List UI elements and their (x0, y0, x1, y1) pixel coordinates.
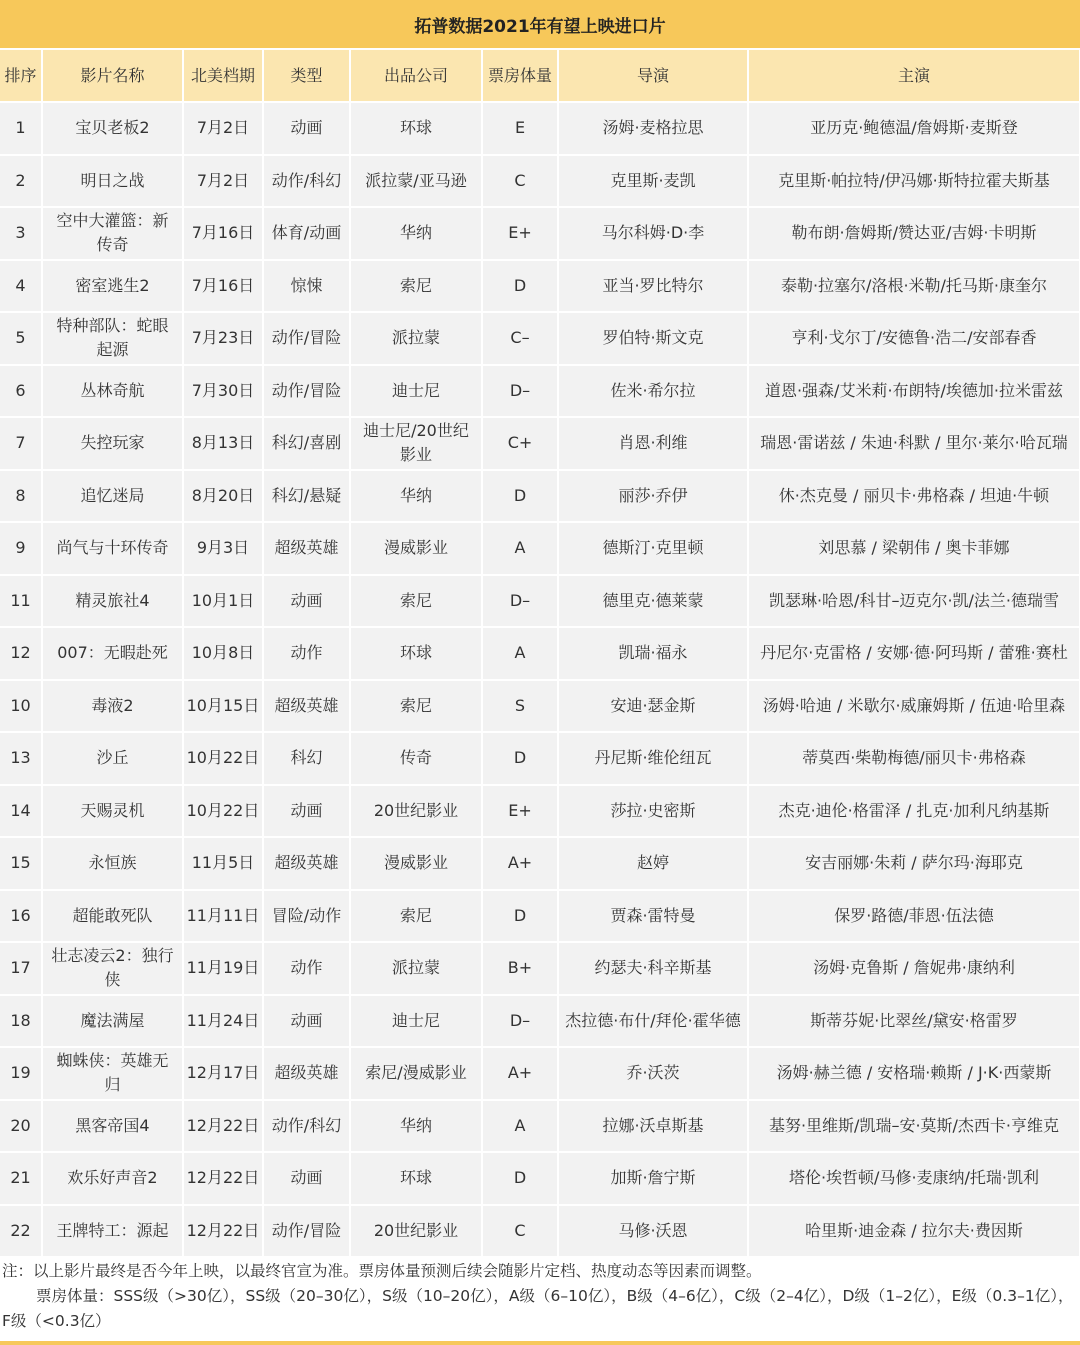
cell-company: 迪士尼 (350, 365, 482, 418)
film-table (0, 50, 1080, 1258)
cell-box-office-grade: D (482, 732, 558, 785)
cast-text: 斯蒂芬妮·比翠丝/黛安·格雷罗 (810, 1010, 1018, 1030)
cell-company: 迪士尼/20世纪影业 (350, 417, 482, 470)
table-body (0, 102, 1080, 1257)
cell-rank: 14 (0, 785, 42, 838)
cast-text: 保罗·路德/菲恩·伍法德 (834, 905, 994, 925)
header-cast: 主演 (748, 50, 1080, 102)
cell-director: 亚当·罗比特尔 (558, 260, 748, 313)
header-name: 影片名称 (42, 50, 183, 102)
cell-cast (748, 155, 1080, 208)
cell-company: 索尼 (350, 260, 482, 313)
cell-company: 索尼 (350, 890, 482, 943)
cast-text: 塔伦·埃哲顿/马修·麦康纳/托瑞·凯利 (788, 1168, 1040, 1188)
cell-release-date: 12月22日 (183, 1100, 263, 1153)
cell-cast (748, 575, 1080, 628)
cell-cast (748, 680, 1080, 733)
table-row (0, 680, 1080, 733)
cell-release-date: 11月19日 (183, 942, 263, 995)
cell-director: 凯瑞·福永 (558, 627, 748, 680)
cell-director: 汤姆·麦格拉思 (558, 102, 748, 155)
cell-director: 杰拉德·布什/拜伦·霍华德 (558, 995, 748, 1048)
cell-genre: 动作/冒险 (263, 312, 350, 365)
cell-box-office-grade: B+ (482, 942, 558, 995)
cell-company: 迪士尼 (350, 995, 482, 1048)
cell-company: 派拉蒙 (350, 942, 482, 995)
cell-box-office-grade: C (482, 1205, 558, 1258)
header-rank: 排序 (0, 50, 42, 102)
cell-box-office-grade: D (482, 1152, 558, 1205)
cell-box-office-grade: S (482, 680, 558, 733)
cell-director: 丹尼斯·维伦纽瓦 (558, 732, 748, 785)
cell-release-date: 12月17日 (183, 1047, 263, 1100)
cast-text: 泰勒·拉塞尔/洛根·米勒/托马斯·康奎尔 (780, 275, 1048, 295)
cell-film-name: 壮志凌云2：独行侠 (42, 942, 183, 995)
cell-box-office-grade: E (482, 102, 558, 155)
cell-cast (748, 1205, 1080, 1258)
cell-release-date: 7月23日 (183, 312, 263, 365)
cell-rank: 9 (0, 522, 42, 575)
cell-director: 贾森·雷特曼 (558, 890, 748, 943)
cell-rank: 16 (0, 890, 42, 943)
cell-director: 克里斯·麦凯 (558, 155, 748, 208)
cell-company: 环球 (350, 627, 482, 680)
cell-rank: 7 (0, 417, 42, 470)
table-row (0, 260, 1080, 313)
cell-genre: 超级英雄 (263, 522, 350, 575)
cell-cast (748, 1152, 1080, 1205)
cell-box-office-grade: A (482, 627, 558, 680)
cell-film-name: 王牌特工：源起 (42, 1205, 183, 1258)
cell-box-office-grade: C– (482, 312, 558, 365)
cell-film-name: 追忆迷局 (42, 470, 183, 523)
cell-director: 德斯汀·克里顿 (558, 522, 748, 575)
cell-rank: 18 (0, 995, 42, 1048)
cell-release-date: 7月30日 (183, 365, 263, 418)
cell-company: 派拉蒙 (350, 312, 482, 365)
cell-release-date: 10月15日 (183, 680, 263, 733)
cell-genre: 动作/冒险 (263, 365, 350, 418)
header-company: 出品公司 (350, 50, 482, 102)
cell-release-date: 7月2日 (183, 155, 263, 208)
cell-film-name: 密室逃生2 (42, 260, 183, 313)
cell-rank: 17 (0, 942, 42, 995)
cell-director: 肖恩·利维 (558, 417, 748, 470)
cell-director: 马修·沃恩 (558, 1205, 748, 1258)
header-row (0, 50, 1080, 102)
cell-film-name: 蜘蛛侠：英雄无归 (42, 1047, 183, 1100)
cast-text: 刘思慕 / 梁朝伟 / 奥卡菲娜 (818, 538, 1010, 558)
cell-company: 漫威影业 (350, 522, 482, 575)
cell-genre: 动作 (263, 627, 350, 680)
cell-box-office-grade: D (482, 890, 558, 943)
cell-rank: 4 (0, 260, 42, 313)
cell-film-name: 永恒族 (42, 837, 183, 890)
cast-text: 丹尼尔·克雷格 / 安娜·德·阿玛斯 / 蕾雅·赛杜 (760, 643, 1068, 663)
cell-genre: 动画 (263, 102, 350, 155)
cell-cast (748, 260, 1080, 313)
cell-cast (748, 627, 1080, 680)
table-row (0, 575, 1080, 628)
cell-box-office-grade: D– (482, 995, 558, 1048)
cell-box-office-grade: E+ (482, 785, 558, 838)
cell-genre: 体育/动画 (263, 207, 350, 260)
cell-film-name: 宝贝老板2 (42, 102, 183, 155)
table-row (0, 207, 1080, 260)
cell-rank: 5 (0, 312, 42, 365)
table-row (0, 1152, 1080, 1205)
table-row (0, 365, 1080, 418)
cell-director: 加斯·詹宁斯 (558, 1152, 748, 1205)
cell-company: 索尼/漫威影业 (350, 1047, 482, 1100)
cell-genre: 超级英雄 (263, 1047, 350, 1100)
table-row (0, 102, 1080, 155)
cell-genre: 动画 (263, 1152, 350, 1205)
cell-genre: 动画 (263, 785, 350, 838)
cast-text: 亚历克·鲍德温/詹姆斯·麦斯登 (810, 118, 1018, 138)
cell-release-date: 10月8日 (183, 627, 263, 680)
cell-film-name: 失控玩家 (42, 417, 183, 470)
cell-rank: 20 (0, 1100, 42, 1153)
table-row (0, 890, 1080, 943)
cell-cast (748, 312, 1080, 365)
table-title: 拓普数据2021年有望上映进口片 (0, 0, 1080, 50)
cell-release-date: 7月2日 (183, 102, 263, 155)
cell-cast (748, 522, 1080, 575)
cell-box-office-grade: A (482, 1100, 558, 1153)
cell-company: 环球 (350, 1152, 482, 1205)
cell-release-date: 12月22日 (183, 1152, 263, 1205)
cell-release-date: 10月22日 (183, 785, 263, 838)
table-row (0, 942, 1080, 995)
cell-genre: 科幻 (263, 732, 350, 785)
cast-text: 凯瑟琳·哈恩/科甘–迈克尔·凯/法兰·德瑞雪 (768, 590, 1060, 610)
cell-cast (748, 470, 1080, 523)
cast-text: 基努·里维斯/凯瑞–安·莫斯/杰西卡·亨维克 (768, 1115, 1060, 1135)
cast-text: 蒂莫西·柴勒梅德/丽贝卡·弗格森 (802, 748, 1026, 768)
cell-rank: 12 (0, 627, 42, 680)
cell-genre: 超级英雄 (263, 680, 350, 733)
cell-genre: 超级英雄 (263, 837, 350, 890)
table-row (0, 522, 1080, 575)
cell-release-date: 11月24日 (183, 995, 263, 1048)
cell-cast (748, 207, 1080, 260)
table-row (0, 312, 1080, 365)
cell-release-date: 10月22日 (183, 732, 263, 785)
cell-film-name: 欢乐好声音2 (42, 1152, 183, 1205)
cell-rank: 6 (0, 365, 42, 418)
cell-genre: 动画 (263, 995, 350, 1048)
cell-director: 罗伯特·斯文克 (558, 312, 748, 365)
cell-genre: 科幻/悬疑 (263, 470, 350, 523)
cell-box-office-grade: D (482, 470, 558, 523)
cell-genre: 惊悚 (263, 260, 350, 313)
cell-film-name: 超能敢死队 (42, 890, 183, 943)
cell-director: 德里克·德莱蒙 (558, 575, 748, 628)
cast-text: 哈里斯·迪金森 / 拉尔夫·费因斯 (805, 1220, 1023, 1240)
cast-text: 瑞恩·雷诺兹 / 朱迪·科默 / 里尔·莱尔·哈瓦瑞 (760, 433, 1068, 453)
cell-film-name: 尚气与十环传奇 (42, 522, 183, 575)
cell-company: 索尼 (350, 575, 482, 628)
cell-box-office-grade: D– (482, 575, 558, 628)
cell-director: 约瑟夫·科辛斯基 (558, 942, 748, 995)
cell-cast (748, 102, 1080, 155)
cell-box-office-grade: A+ (482, 1047, 558, 1100)
cell-company: 派拉蒙/亚马逊 (350, 155, 482, 208)
cell-box-office-grade: D (482, 260, 558, 313)
cast-text: 安吉丽娜·朱莉 / 萨尔玛·海耶克 (805, 853, 1023, 873)
cell-cast (748, 417, 1080, 470)
table-row (0, 837, 1080, 890)
cast-text: 道恩·强森/艾米莉·布朗特/埃德加·拉米雷兹 (764, 380, 1064, 400)
cell-director: 马尔科姆·D·李 (558, 207, 748, 260)
cell-cast (748, 942, 1080, 995)
cell-film-name: 特种部队：蛇眼起源 (42, 312, 183, 365)
cast-text: 勒布朗·詹姆斯/赞达亚/吉姆·卡明斯 (791, 223, 1037, 243)
cell-director: 丽莎·乔伊 (558, 470, 748, 523)
cell-film-name: 沙丘 (42, 732, 183, 785)
cell-company: 20世纪影业 (350, 1205, 482, 1258)
cell-rank: 10 (0, 680, 42, 733)
cast-text: 汤姆·哈迪 / 米歇尔·威廉姆斯 / 伍迪·哈里森 (762, 695, 1066, 715)
cell-film-name: 毒液2 (42, 680, 183, 733)
cell-rank: 15 (0, 837, 42, 890)
cell-box-office-grade: A+ (482, 837, 558, 890)
cell-director: 拉娜·沃卓斯基 (558, 1100, 748, 1153)
cell-release-date: 11月5日 (183, 837, 263, 890)
cell-cast (748, 837, 1080, 890)
cast-text: 杰克·迪伦·格雷泽 / 扎克·加利凡纳基斯 (778, 800, 1050, 820)
cell-genre: 科幻/喜剧 (263, 417, 350, 470)
cell-company: 20世纪影业 (350, 785, 482, 838)
cell-film-name: 007：无暇赴死 (42, 627, 183, 680)
cell-genre: 冒险/动作 (263, 890, 350, 943)
header-grade: 票房体量 (482, 50, 558, 102)
cell-rank: 1 (0, 102, 42, 155)
table-row (0, 995, 1080, 1048)
cell-release-date: 8月20日 (183, 470, 263, 523)
cast-text: 汤姆·赫兰德 / 安格瑞·赖斯 / J·K·西蒙斯 (776, 1063, 1052, 1083)
cell-cast (748, 995, 1080, 1048)
cell-company: 华纳 (350, 1100, 482, 1153)
cell-box-office-grade: E+ (482, 207, 558, 260)
cell-company: 华纳 (350, 470, 482, 523)
cell-box-office-grade: C+ (482, 417, 558, 470)
table-row (0, 732, 1080, 785)
cell-release-date: 7月16日 (183, 207, 263, 260)
cell-film-name: 明日之战 (42, 155, 183, 208)
cast-text: 汤姆·克鲁斯 / 詹妮弗·康纳利 (813, 958, 1015, 978)
cast-text: 克里斯·帕拉特/伊冯娜·斯特拉霍夫斯基 (778, 170, 1050, 190)
cell-box-office-grade: C (482, 155, 558, 208)
header-genre: 类型 (263, 50, 350, 102)
cell-film-name: 精灵旅社4 (42, 575, 183, 628)
cell-box-office-grade: D– (482, 365, 558, 418)
table-row (0, 470, 1080, 523)
cell-director: 莎拉·史密斯 (558, 785, 748, 838)
cell-genre: 动作/科幻 (263, 1100, 350, 1153)
header-director: 导演 (558, 50, 748, 102)
cell-cast (748, 785, 1080, 838)
cell-rank: 8 (0, 470, 42, 523)
table-row (0, 417, 1080, 470)
cell-company: 环球 (350, 102, 482, 155)
cell-genre: 动作 (263, 942, 350, 995)
header-date: 北美档期 (183, 50, 263, 102)
notes (0, 1259, 1080, 1334)
cell-rank: 2 (0, 155, 42, 208)
table-row (0, 1100, 1080, 1153)
cell-genre: 动作/冒险 (263, 1205, 350, 1258)
cell-cast (748, 365, 1080, 418)
cell-rank: 21 (0, 1152, 42, 1205)
table-row (0, 1047, 1080, 1100)
cell-rank: 3 (0, 207, 42, 260)
cell-rank: 22 (0, 1205, 42, 1258)
cell-cast (748, 1100, 1080, 1153)
cell-director: 乔·沃茨 (558, 1047, 748, 1100)
cell-film-name: 魔法满屋 (42, 995, 183, 1048)
cell-film-name: 空中大灌篮：新传奇 (42, 207, 183, 260)
cast-text: 休·杰克曼 / 丽贝卡·弗格森 / 坦迪·牛顿 (778, 485, 1050, 505)
notes-disclaimer: 注：以上影片最终是否今年上映，以最终官宣为准。票房体量预测后续会随影片定档、热度动态等因素而调整。 (2, 1262, 762, 1280)
table-row (0, 627, 1080, 680)
cell-director: 安迪·瑟金斯 (558, 680, 748, 733)
cell-company: 传奇 (350, 732, 482, 785)
cell-release-date: 8月13日 (183, 417, 263, 470)
cell-company: 漫威影业 (350, 837, 482, 890)
notes-grade-legend: 票房体量：SSS级（>30亿），SS级（20–30亿），S级（10–20亿），A级（6–10亿），B级（4–6亿），C级（2–4亿），D级（1–2亿），E级（0.3–1亿），F级（<0.3亿） (2, 1287, 1074, 1330)
cell-company: 华纳 (350, 207, 482, 260)
cell-film-name: 丛林奇航 (42, 365, 183, 418)
table-row (0, 785, 1080, 838)
cell-release-date: 12月22日 (183, 1205, 263, 1258)
cell-film-name: 黑客帝国4 (42, 1100, 183, 1153)
cell-director: 佐米·希尔拉 (558, 365, 748, 418)
cast-text: 亨利·戈尔丁/安德鲁·浩二/安部春香 (791, 328, 1037, 348)
cell-genre: 动作/科幻 (263, 155, 350, 208)
cell-release-date: 9月3日 (183, 522, 263, 575)
cell-cast (748, 890, 1080, 943)
cell-rank: 11 (0, 575, 42, 628)
cell-rank: 13 (0, 732, 42, 785)
cell-rank: 19 (0, 1047, 42, 1100)
cell-release-date: 7月16日 (183, 260, 263, 313)
cell-release-date: 10月1日 (183, 575, 263, 628)
bottom-border (0, 1341, 1080, 1345)
cell-box-office-grade: A (482, 522, 558, 575)
cell-genre: 动画 (263, 575, 350, 628)
cell-director: 赵婷 (558, 837, 748, 890)
cell-cast (748, 732, 1080, 785)
cell-company: 索尼 (350, 680, 482, 733)
table-row (0, 1205, 1080, 1258)
cell-release-date: 11月11日 (183, 890, 263, 943)
cell-film-name: 天赐灵机 (42, 785, 183, 838)
cell-cast (748, 1047, 1080, 1100)
table-row (0, 155, 1080, 208)
